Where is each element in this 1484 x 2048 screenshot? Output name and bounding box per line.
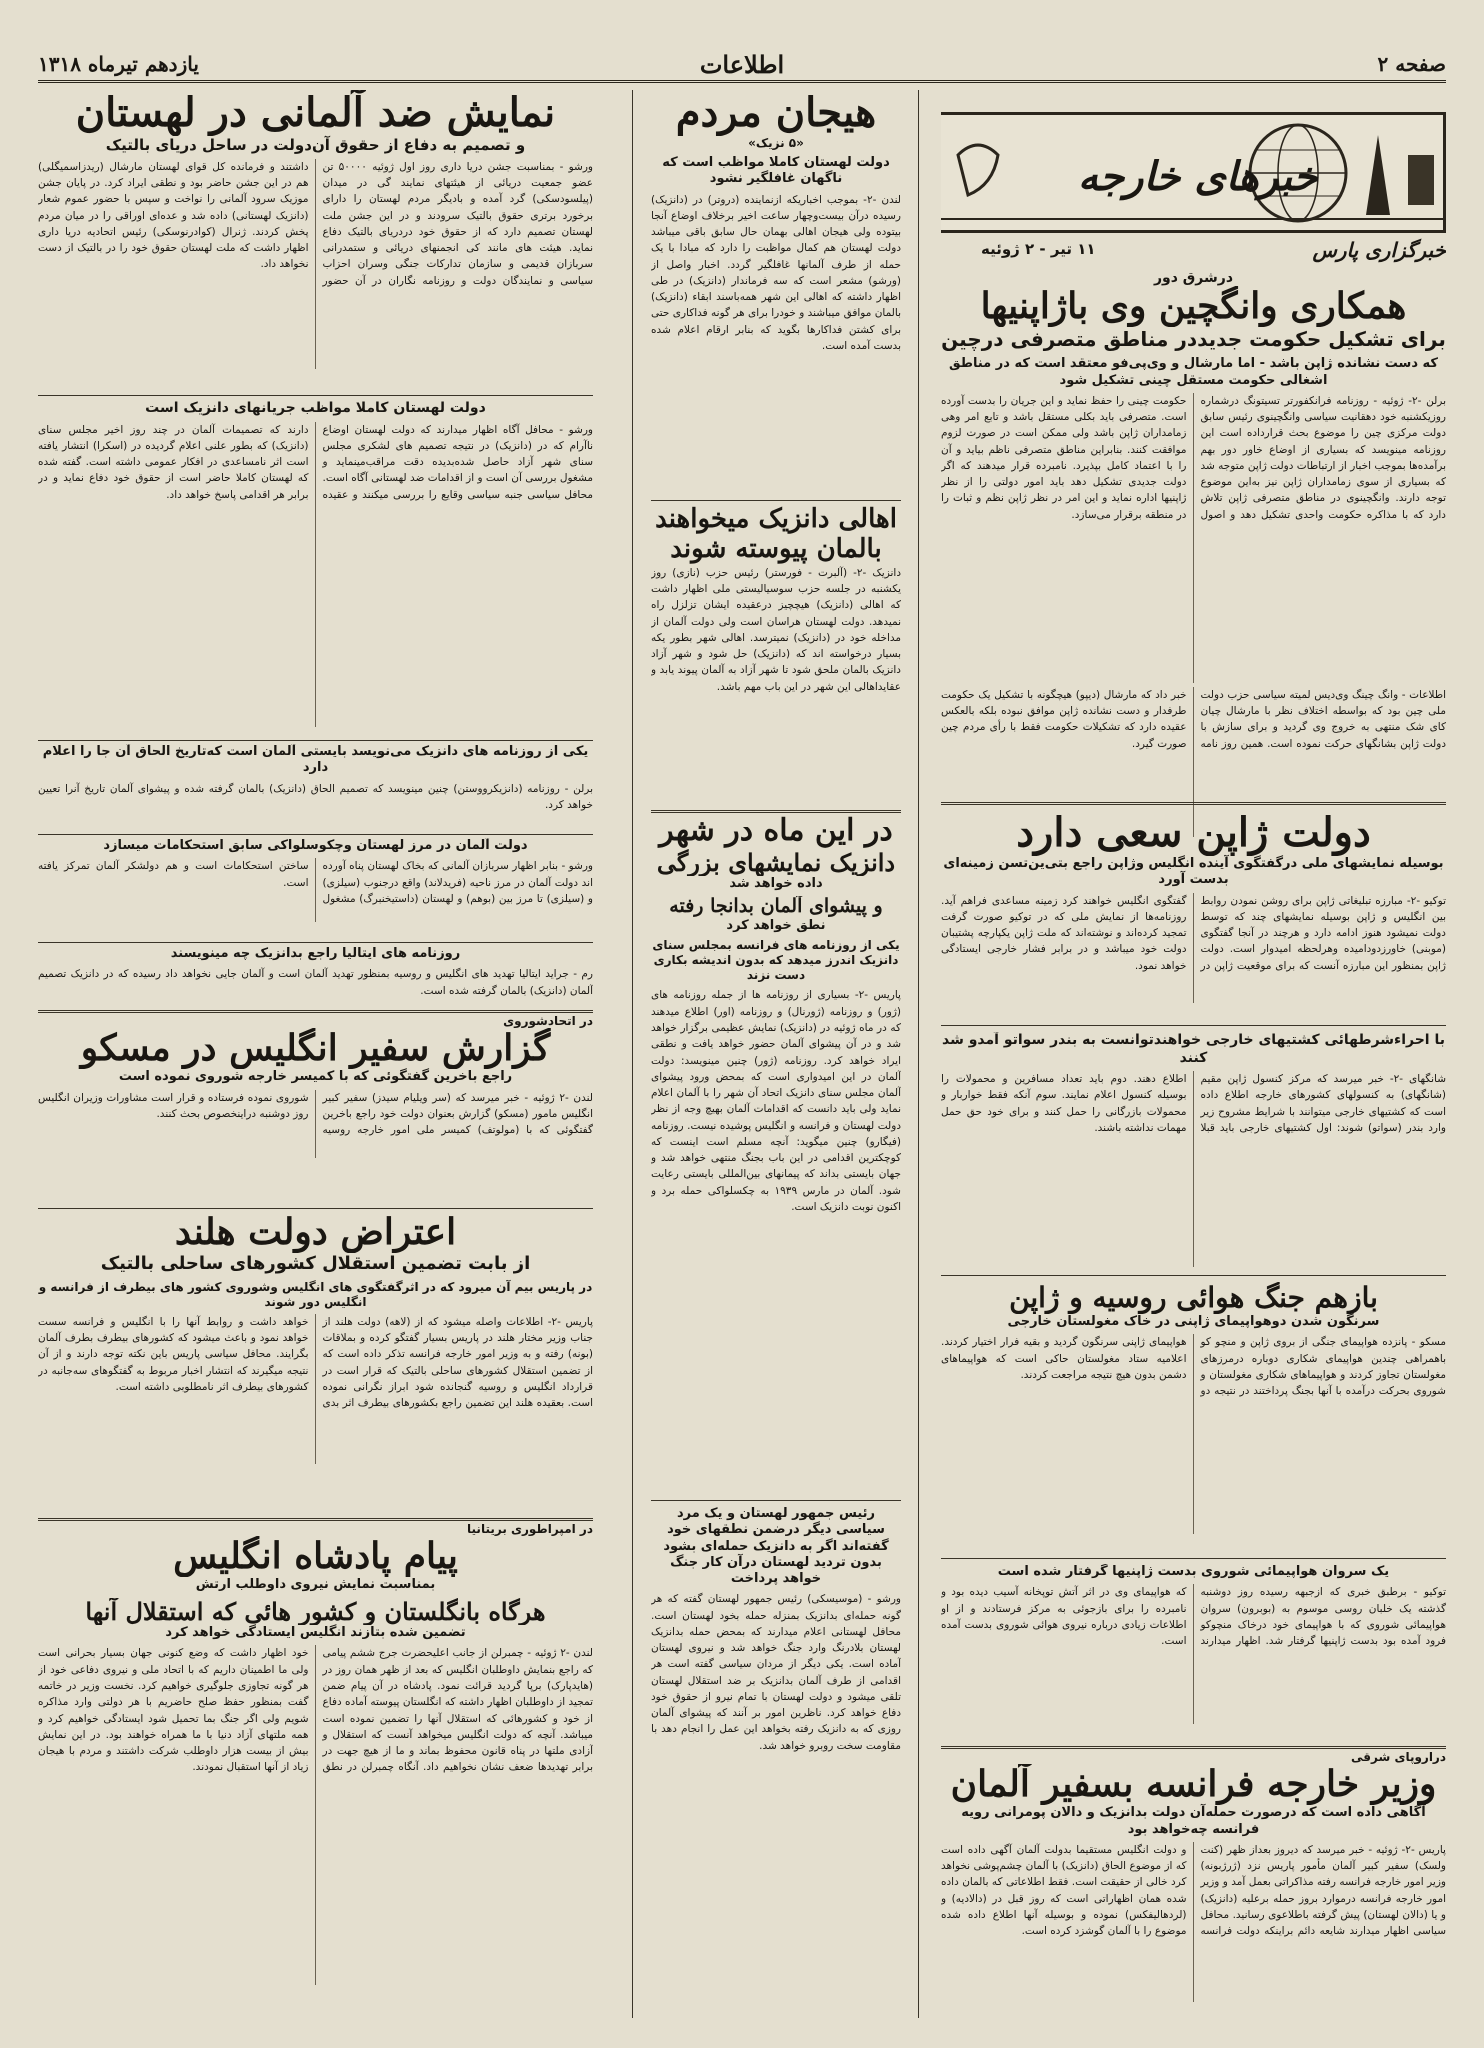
article-divider (38, 1010, 593, 1013)
article-british-ambassador (38, 1014, 593, 1204)
article-poland-watches-danzig (38, 400, 593, 735)
article-subheadline: سرنگون شدن دوهواپیمای ژاپنی در خاک مغولستان خارجی (1007, 1314, 1380, 1330)
article-divider (38, 942, 593, 943)
article-headline: اعتراض دولت هلند (174, 1212, 457, 1253)
article-divider (941, 1275, 1446, 1276)
article-france-germany (941, 1750, 1446, 2018)
article-body: ورشو - بمناسبت جشن دریا داری روز اول ژوئیه ۵۰۰۰۰ تن عضو جمعیت دریائی از هیئتهای نمایند گی در میدان (پیلسودسکی) گرد آمده و بادیگر مردم لهستان را دارای برخورد برتری حقوق بالتیک سرودند و در این جشن ملت لهستان تصمیم دارد که از حقوق خود دردریای بالتیک دفاع نماید. هیئت های مانند کی انجمنهای دریائی و ستمدرانی سربازان قدیمی و سازمان تدارکات جنگی وسران احزاب سیاسی و نمایندگان دولت و روزنامه نگاران در آن حضور داشتند و فرمانده کل قوای لهستان مارشال (ریدزاسمیگلی) هم در این جشن حاضر بود و نطقی ایراد کرد. در پایان جشن موزیک سرود آلمانی را نواخت و سپس با حضور عموم شعار (دانزیک لهستانی) داده شد و عده‌ای اوراقی را در میان مردم پخش کردند. ژنرال (کوادرنوسکی) رئیس اتحادیه دریا داری اظهار داشت که ملت لهستان حقوق خود را در بالتیک از دست نخواهد داد. (38, 160, 593, 287)
article-headline: پیام پادشاه انگلیس (173, 1536, 458, 1577)
article-kicker: «۵ نزیک» (748, 136, 804, 150)
article-king-message (38, 1522, 593, 2018)
article-body: ورشو - (موسیسکی) رئیس جمهور لهستان گفته که هر گونه حمله‌ای بدانزیک بمنزله حمله بخود لهستان است. محافل لهستانی اعلام میدارند که بمحض حمله بدانزیک لهستان بلادرنگ وارد جنگ خواهد شد و نیروی لهستان آماده است. یکی دیگر از مردان سیاسی گفته است هر اقدامی از طرف آلمان بدانزیک بر ضد استقلال لهستان تلقی میشود و دولت لهستان با تمام نیرو از حقوق خود دفاع خواهد کرد. ناظرین امور بر آنند که پیشوای آلمان روزی که به دانزیک رفته بخواهد این عمل را انجام دهد با مقاومت سخت روبرو خواهد شد. (651, 1593, 901, 1752)
article-divider (38, 1518, 593, 1521)
article-divider (38, 395, 593, 396)
article-body: ورشو - محافل آگاه اظهار میدارند که دولت لهستان اوضاع ناآرام که در (دانزیک) در نتیجه تصمیم های لشکری مجلس سنای شهر آزاد حاصل شده‌بدیده دقت مراقب‌مینماید و مشغول بررسی آن است و از اقدامات ضد لهستانی آگاه است. محافل سیاسی جنبه سیاسی وقایع را بررسی میکنند و عقیده دارند که تصمیمات آلمان در چند روز اخیر مجلس سنای (دانزیک) که بطور علنی اعلام گردیده در (اسکرا) انتشار یافته است اثر نامساعدی در افکار عمومی داشته است. گفته شده که لهستان کاملا حاضر است از حقوق خود دفاع نماید و در برابر هر اقدامی پاسخ خواهد داد. (38, 423, 593, 501)
article-subheadline: راجع باخرین گفتگوئی که با کمیسر خارجه شوروی نموده است (118, 1069, 513, 1085)
article-body: شانگهای -۲- خبر میرسد که مرکز کنسول ژاپن مقیم (شانگهای) به کنسولهای کشورهای خارجه اطلاع داده است که کشتیهای خارجی میتوانند با شرایط مشروح زیر وارد بندر (سواتو) شوند: اول کشتیهای خارجی باید قبلا اطلاع دهند. دوم باید تعداد مسافرین و محمولات را بوسیله کنسول اعلام نمایند. سوم آنکه فقط خواربار و محمولات بازرگانی را حمل کنند و برای خود حق حمل مهمات نداشته باشند. (941, 1073, 1446, 1134)
page-number: صفحه ۲ (1377, 52, 1446, 76)
column-divider (918, 90, 919, 2018)
article-body: لندن -۲ ژوئیه - خبر میرسد که (سر ویلیام سیدز) سفیر کبیر انگلیس مامور (مسکو) گزارش بعنوان دولت خود راجع باخرین گفتگوئی که با (مولوتف) کمیسر ملی امور خارجه روسیه شوروی نموده فرستاده و قرار است مشاورات وزیران انگلیس روز دوشنبه دراینخصوص بحث کنند. (38, 1091, 593, 1137)
article-divider (38, 834, 593, 835)
foreign-news-column (941, 90, 1446, 2018)
article-body-2: اطلاعات - وانگ چینگ وی‌دیس لمیته سیاسی حزب دولت ملی چین بود که بواسطه اختلاف نظر با مارشال چیان کای شک منتهی به خروج وی گردید و برای سازش با دولت ژاپن بشانگهای حرکت نموده است. همین روز نامه خبر داد که مارشال (دیپو) هیچگونه با تشکیل یک حکومت طرفدار و دست نشانده ژاپن موافق نبوده بلکه بالعکس عقیده دارد که تشکیلات حکومت فقط با رأی مردم چین صورت گیرد. (941, 688, 1446, 750)
article-japan-propaganda (941, 810, 1446, 1020)
article-headline: بازهم جنگ هوائی روسیه و ژاپن (1009, 1282, 1378, 1314)
article-headline: گزارش سفیر انگلیس در مسکو (80, 1028, 551, 1069)
section-kicker: در اتحادشوروی (503, 1014, 593, 1028)
article-headline: نمایش ضد آلمانی در لهستان (75, 90, 556, 136)
article-body: پاریس -۲- اطلاعات واصله میشود که از (لاهه) دولت هلند از جناب وزیر مختار هلند در پاریس بسیار گفتگو کرده و بملاقات (بونه) رفته و به وزیر امور خارجه فرانسه تذکر داده است که از تضمین استقلال کشورهای ساحلی بالتیک که قرار است در قرارداد انگلیس و روسیه گنجانده شود ابراز نگرانی نموده است. بعقیده هلند این تضمین راجع بکشورهای بیطرف اثر بدی خواهد داشت و روابط آنها را با انگلیس و فرانسه سست خواهد نمود و باعث میشود که کشورهای بیطرف بطرف آلمان بگرایند. محافل سیاسی پاریس باین نکته توجه دارند و از آن نتیجه میگیرند که انتشار اخبار مربوط به گفتگوهای سه‌جانبه در کشورهای بیطرف اثر نامطلوبی داشته است. (38, 1315, 593, 1410)
article-body: مسکو - پانزده هواپیمای جنگی از بروی ژاپن و منچو کو باهمراهی چندین هواپیمای شکاری دوباره درمرزهای مغولستان تجاوز کردند و هواپیماهای شکاری مغولستان و شوروی بحرکت درآمده با آنها بجنگ پرداختند در نتیجه دو هواپیمای ژاپنی سرنگون گردید و بقیه فرار اختیار کردند. اعلامیه ستاد مغولستان حاکی است که هواپیماهای دشمن بدون هیچ نتیجه مراجعت کردند. (941, 1336, 1446, 1398)
article-subheadline-2: که دست نشانده ژاپن باشد - اما مارشال و وی‌پی‌فو معتقد است که در مناطق اشغالی حکومت مستقل چینی تشکیل شود (949, 356, 1438, 388)
article-subheadline: بمناسبت نمایش نیروی داوطلب ارتش (195, 1577, 436, 1593)
article-headline: روزنامه های ایتالیا راجع بدانزیک چه مینویسند (170, 946, 461, 961)
column-divider (632, 90, 633, 2018)
article-divider (651, 1500, 901, 1501)
article-subheadline: از بابت تضمین استقلال کشورهای ساحلی بالتیک (100, 1253, 531, 1275)
article-body: برلن - روزنامه (دانزیکرووستن) چنین مینویسد که تصمیم الحاق (دانزیک) بالمان گرفته شده و پیشوای آلمان تاریخ آنرا تعیین خواهد کرد. (38, 782, 593, 811)
article-headline: وزیر خارجه فرانسه بسفیر آلمان (950, 1764, 1437, 1805)
article-headline: در این ماه در شهر (659, 814, 893, 848)
article-italian-press (38, 946, 593, 1006)
article-subheadline: برای تشکیل حکومت جدیددر مناطق متصرفی درچین (941, 327, 1446, 352)
article-divider (651, 500, 901, 501)
article-subheadline: داده خواهد شد (729, 876, 823, 892)
article-subheadline: آگاهی داده است که درصورت حمله‌آن دولت بدانزیک و دالان پومرانی رویه فرانسه چه‌خواهد بود (961, 1805, 1426, 1837)
article-air-war (941, 1282, 1446, 1552)
article-divider (941, 1025, 1446, 1026)
article-headline: اهالی دانزیک میخواهند بالمان پیوسته شوند (655, 505, 897, 564)
danzig-column (651, 90, 901, 2018)
article-soviet-captain (941, 1564, 1446, 1739)
article-headline: دولت ژاپن سعی دارد (1016, 810, 1371, 856)
article-subheadline-3: یکی از روزنامه های فرانسه بمجلس سنای دانزیک اندرز میدهد که بدون اندیشه بکاری دست نزند (652, 938, 900, 983)
article-german-fortifications (38, 838, 593, 938)
article-body: ورشو - بنابر اظهار سربازان آلمانی که بخاک لهستان پناه آورده اند دولت آلمان در مرز ناحیه (فریدلاند) واقع درجنوب (سیلزی) و (سیلزی) تا مرز بین (بوهم) و لهستان (داستیخنبرگ) مشغول ساختن استحکامات است و هم دولشکر آلمان تمرکز یافته است. (38, 860, 593, 905)
article-body: پاریس -۲- بسیاری از روزنامه ها از جمله روزنامه های (ژور) و روزنامه (ژورنال) و روزنامه (اور) اطلاع میدهند که در ماه ژوئیه در (دانزیک) نمایش عظیمی برگزار خواهد شد و در آن پیشوای آلمان حضور خواهد یافت و نطقی ایراد خواهد کرد. روزنامه (ژور) چنین مینویسد: دولت آلمان در این امیدواری است که بمحض ورود پیشوای آلمان مجلس سنای دانزیک اتحاد آن شهر را با آلمان اعلام نماید ولی باید دانست که اقدامات آلمان بهیچ وجه از نظر دولت لهستان و فرانسه و انگلیس پوشیده نیست. روزنامه (فیگارو) چنین میگوید: آنچه مسلم است اینست که کوچکترین اقدامی در این باب بجنگ منتهی خواهد شد و جهان بایستی بداند که پیمانهای بین‌المللی بایستی رعایت شود. آلمان در مارس ۱۹۳۹ به چکسلواکی حمله برد و اکنون نوبت دانزیک است. (651, 989, 901, 1213)
section-kicker: درشرق دور (1153, 270, 1234, 286)
article-subheadline-2: نطق خواهد کرد (726, 918, 826, 934)
article-divider (651, 810, 901, 813)
article-headline: همکاری وانگچین وی باژاپنیها (980, 286, 1407, 327)
article-public-excitement (651, 90, 901, 495)
article-subheadline: دولت لهستان کاملا مواظب است که ناگهان غافلگیر نشود (662, 155, 890, 187)
article-body: توکیو -۲- مبارزه تبلیغاتی ژاپن برای روشن نمودن روابط بین انگلیس و ژاپن بوسیله نمایشهای چند که توسط دولت نمیشود هنوز ادامه دارد و هرچند در آنجا گفتگوی (موبنی) خاورزدودامیده وهرلحظه امیدوار است. دولت ژاپن بمنظور این مبارزه آنست که برای موقعیت ژاپن در گفتگوی انگلیس خواهند کرد زمینه مساعدی فراهم آید. روزنامه‌ها از نمایش ملی که در توکیو صورت گرفت تمجید کرده‌اند و نوشته‌اند که ملت ژاپن یکپارچه پشتیبان دولت خود میباشد و در برابر فشار خارجی ایستادگی خواهد نمود. (941, 894, 1446, 972)
article-swatow-port (941, 1032, 1446, 1267)
foreign-news-banner (941, 112, 1446, 233)
article-headline: با احراءشرطهائی کشتیهای خارجی خواهندتوانست به بندر سواتو آمدو شد کنند (941, 1032, 1445, 1066)
issue-date: یازدهم تیرماه ۱۳۱۸ (38, 52, 199, 76)
article-body: لندن -۲- بموجب اخباریکه ازنماینده (دروتر) در (دانزیک) رسیده درآن بیست‌وچهار ساعت اخیر برخلاف اوضاع آنجا بیتوده ولی هیجان اهالی بهمان حال سابق باقی میباشد دولت لهستان هم کمال مواظبت را دارد که مبادا با یک حمله از طرف آلمانها غافلگیر گردد. اخبار واصل از (ورشو) مشعر است که سه فرماندار (دانزیک) در طی اظهار داشته که اهالی این شهر همه‌باسند ابقاء (دانزیک) بالمان موافق میباشند و خودرا برای هر گونه فداکاری حتی برای کشتن فداکارها بگوید که بنابر ارقام اعلام شده بدست آمده است. (651, 193, 901, 352)
article-subheadline-2: تضمین شده بتازند انگلیس ایستادگی خواهد کرد (165, 1625, 466, 1641)
article-headline: یکی از روزنامه های دانزیک می‌نویسد بایستی آلمان است که‌تاریخ الحاق آن جا را اعلام دارد (42, 744, 589, 776)
article-body: لندن -۲ ژوئیه - چمبرلن از جانب اعلیحضرت جرج ششم پیامی که راجع بنمایش داوطلبان انگلیس که بعد از ظهر همان روز در (هایدپارک) برپا گردید قرائت نمود. پادشاه در آن پیام ضمن تمجید از داوطلبان اظهار داشته که انگلستان پیوسته آماده دفاع از خود و کشورهائی که استقلال آنها را تضمین نموده است میباشد. آنچه که دولت انگلیس میخواهد آنست که استقلال و آزادی ملتها در پناه قانون محفوظ بماند و ما از هیچ جهت در برابر تهدیدها ضعف نشان نخواهیم داد. آنگاه چمبرلن در نطق خود اظهار داشت که وضع کنونی جهان بسیار بحرانی است ولی ما اطمینان داریم که با اتحاد ملی و نیروی دفاعی خود از هر گونه تجاوزی جلوگیری خواهیم کرد. نخست وزیر در خاتمه گفت بمنظور حفظ صلح حاضریم با هر دولتی وارد مذاکره شویم ولی اگر جنگ بما تحمیل شود ایستادگی خواهیم کرد و همه ملتهای آزاد دنیا با ما همراه خواهند بود. در این نمایش بیش از بیست هزار داوطلب شرکت داشتند و مردم با هیجان زیاد از آنها استقبال نمودند. (38, 1647, 593, 1774)
article-polish-president (651, 1506, 901, 2018)
article-body: دانزیک -۲- (آلبرت - فورستر) رئیس حزب (نازی) روز یکشنبه در جلسه حزب سوسیالیستی ملی اظهار داشت که اهالی (دانزیک) هیچچیز درعقیده ایشان تزلزل راه نمیدهد. دولت لهستان هراسان است ولی دولت آلمان از مداخله خود در (دانزیک) نمیترسد. اهالی شهر بطور یکه بسیار درخواسته اند که (دانزیک) حل شود و شهر آزاد دانزیک بالمان ملحق شود تا شهر آزاد به آلمان پیوند یابد و عقایداهالی این شهر در این باب مهم باشد. (651, 566, 901, 693)
article-divider (38, 740, 593, 741)
article-headline: دولت آلمان در مرز لهستان وچکوسلواکی سابق استحکامات میسازد (103, 838, 528, 853)
dateline: ۱۱ تیر - ۲ ژوئیه (981, 240, 1096, 258)
article-divider (941, 1558, 1446, 1559)
article-subheadline-2: در پاریس بیم آن میرود که در اثرگفتگوی های انگلیس وشوروی کشور های بیطرف از فرانسه و انگلیس دور شوند (38, 1279, 593, 1309)
article-divider (941, 1746, 1446, 1749)
article-headline-2: دانزیک نمایشهای بزرگی (656, 848, 896, 877)
masthead (38, 48, 1446, 83)
article-body: توکیو - برطبق خبری که ازجبهه رسیده روز دوشنبه گذشته یک خلبان روسی موسوم به (بوبرون) سروان هواپیمائی شوروی که با هواپیمای خود درخاک منچوکو فرود آمده بود بدست ژاپنیها گرفتار شد. اظهار میدارند که هواپیمای وی در اثر آتش توپخانه آسیب دیده بود و نامبرده را برای بازجوئی به مرکز فرستادند و از او اطلاعات زیادی درباره نیروی هوائی شوروی بدست آمده است. (941, 1586, 1446, 1648)
article-headline: دولت لهستان کاملا مواظب جریانهای دانزیک است (145, 400, 486, 416)
section-kicker: در امپراطوری بریتانیا (467, 1522, 593, 1536)
agency-name: خبرگزاری پارس (1312, 238, 1446, 262)
article-subheadline: بوسیله نمایشهای ملی درگفتگوی آینده انگلیس وژاپن راجع بتی‌ین‌تسن زمینه‌ای بدست آورد (943, 856, 1444, 888)
section-kicker: دراروپای شرقی (1351, 1750, 1446, 1764)
article-divider (941, 802, 1446, 805)
foreign-news-title: خبرهای خارجه (1078, 153, 1318, 200)
article-netherlands-protest (38, 1212, 593, 1512)
europe-column (38, 90, 593, 2018)
article-headline-2: هرگاه بانگلستان و کشور هائی که استقلال آنها (85, 1597, 546, 1626)
article-anti-german-demonstration (38, 90, 593, 390)
article-danzig-join-germany (651, 505, 901, 805)
article-body: رم - جراید ایتالیا تهدید های انگلیس و روسیه بمنظور تهدید آلمان است و آلمان جایی نخواهد داد رسیده که در دانزیک تصمیم آلمان (دانزیک) بالمان گرفته شده است. (38, 968, 593, 997)
article-headline: هیجان مردم (675, 90, 877, 136)
article-body: برلن -۲- ژوئیه - روزنامه فرانکفورتر تسیتونگ درشماره روزیکشنبه خود دهقانیت سیاسی وانگچینوی رئیس سابق دولت مرکزی چین را موضوع بحث قرارداده است این روزنامه مینویسد که بسیاری از اوضاع خاور دور بهم برآمده‌ها بموجب اخبار از ارتباطات دولت ژاپن متوجه شد که بسیاری از سوی زمامداران ژاپن نیز به‌این موضوع توجه دارند. وانگچینوی در مناطق متصرفی ژاپن تلاش دارد که با مذاکره حکومت واحدی تشکیل دهد و اصول حکومت چینی را حفظ نماید و این جریان را بدست آورده است. متصرفی باید بکلی مستقل باشد و تابع امر وهی زمامداران ژاپن باشد ولی ممکن است در صورت لزوم موافقت کنند. بنابراین مناطق متصرفی ناظم بیاید و آن را با اعتماد کامل بپذیرد. نامبرده قرار میدهند که اگر دولت جدیدی تشکیل دهد باید امور دولتی را از نظر ژاپنیها اداره نماید و این امر در نظر ژاپن نظم و ثبات را در منطقه برقرار می‌سازد. (941, 394, 1446, 521)
article-headline: یک سروان هواپیمائی شوروی بدست ژاپنیها گرفتار شده است (997, 1564, 1390, 1579)
article-body: پاریس -۲- ژوئیه - خبر میرسد که دیروز بعداز ظهر (کنت ولسک) سفیر کبیر آلمان مأمور پاریس نزد (ژرژبونه) وزیر امور خارجه فرانسه رفته مذاکراتی بعمل آمد و وزیر امور خارجه فرانسه درموارد بروز حمله برعلیه (دانزیک) و یا (دالان لهستان) پیش گرفته باطلاعوی رسانید. محافل سیاسی اظهار میدارند شایعه دائم براینکه دولت فرانسه و دولت انگلیس مستقیما بدولت آلمان آگهی داده است که از موضوع الحاق (دانزیک) با آلمان چشم‌پوشی نخواهد کرد خالی از حقیقت است. فقط اطلاعاتی که بالمان داده شده همان اظهاراتی است که روز قبل در (دالادیه) و (لردهالیفکس) نموده و بوسیله آنها اطلاع داده شده موضوع را با آلمان گوشزد کرده است. (941, 1843, 1446, 1938)
article-subheadline: و تصمیم به دفاع از حقوق آن‌دولت در ساحل دریای بالتیک (105, 136, 526, 154)
newspaper-name: اطلاعات (699, 50, 785, 79)
article-danzig-newspaper (38, 744, 593, 829)
article-headline-3: و پیشوای آلمان بدانجا رفته (669, 896, 883, 918)
article-headline: رئیس جمهور لهستان و یک مرد سیاسی دیگر درضمن نطقهای خود گفته‌اند اگر به دانزیک حمله‌ای بشود بدون تردید لهستان درآن کار جنگ خواهد پرداخت (663, 1506, 889, 1586)
article-divider (38, 1208, 593, 1209)
article-danzig-demonstrations (651, 814, 901, 1534)
